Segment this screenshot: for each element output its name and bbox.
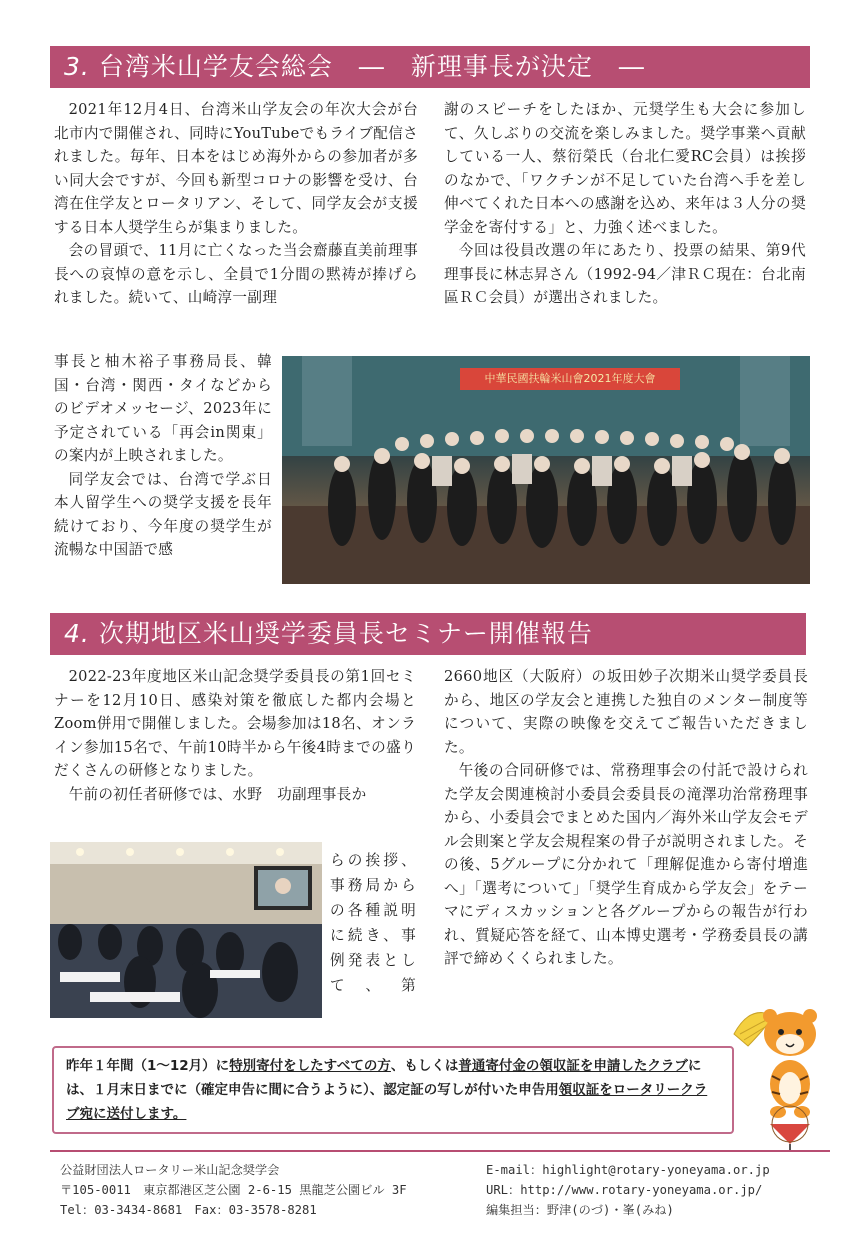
section3-right-column (444, 98, 806, 310)
s4-para-4: 午後の合同研修では、常務理事会の付託で設けられた学友会関連検討小委員会委員長の滝澤功治常務理事から、小委員会でまとめた国内／海外米山学友会モデル会則案と学友会規程案の骨子が説明されました。その後、5グループに分かれて「理解促進から寄付増進へ」「選考について」「奨学生育成から学友会」をテーマにディスカッションと各グループからの報告が行われ、質疑応答を経て、山本博史選考・学務委員長の講評で締めくくられました。 (444, 762, 808, 967)
s3-para-1: 2021年12月4日、台湾米山学友会の年次大会が台北市内で開催され、同時にYouTubeでもライブ配信されました。毎年、日本をはじめ海外からの参加者が多い同大会ですが、今回も新型コロナの影響を受け、台湾在住学友とロータリアン、そして、同学友会が支援する日本人奨学生らが集まりました。 (54, 101, 418, 236)
s3-para-5: 謝のスピーチをしたほか、元奨学生も大会に参加して、久しぶりの交流を楽しみました。奨学事業へ貢献している一人、蔡衍榮氏（台北仁愛RC会員）は挨拶のなかで、「ワクチンが不足していた台湾へ手を差し伸べてくれた日本への感謝を込め、来年は３人分の奨学金を寄付する」と、力強く述べました。 (444, 101, 806, 236)
s3-para-3: 事長と柚木裕子事務局長、韓国・台湾・関西・タイなどからのビデオメッセージ、2023年に予定されている「再会in関東」の案内が上映されました。 (54, 353, 272, 464)
footer-editor: 編集担当：野津(のづ)・峯(みね) (486, 1203, 674, 1217)
section3-left-column (54, 98, 418, 310)
notice-underline-3: 領収証をロータリークラブ宛に送付します。 (66, 1082, 708, 1122)
s4-para-3: 2660地区（大阪府）の坂田妙子次期米山奨学委員長から、地区の学友会と連携した独自のメンター制度等について、実際の映像を交えてご報告いただきました。 (444, 668, 808, 756)
donation-notice (52, 1046, 734, 1134)
footer-tel: Tel：03-3434-8681 Fax：03-3578-8281 (60, 1203, 317, 1217)
s4-para-2: 午前の初任者研修では、水野 功副理事長か (68, 785, 367, 803)
section4-side-text (330, 848, 416, 998)
group-photo (282, 356, 810, 584)
tiger-mascot (730, 994, 830, 1154)
footer-address: 〒105-0011 東京都港区芝公園 2-6-15 黒龍芝公園ビル 3F (60, 1183, 407, 1197)
s4-side-para: らの挨拶、事務局からの各種説明に続き、事例発表として、第 (330, 852, 416, 994)
footer-email: E-mail：highlight@rotary-yoneyama.or.jp (486, 1163, 770, 1177)
section3-number: 3. (64, 52, 90, 81)
banner-text: 中華民國扶輪米山會2021年度大會 (484, 372, 656, 385)
seminar-photo (50, 842, 322, 1018)
notice-underline-1: 特別寄付をしたすべての方 (229, 1058, 391, 1074)
notice-text-2: 、もしくは (390, 1058, 459, 1074)
section3-header (50, 46, 810, 88)
section4-left-column (54, 665, 416, 806)
section4-number: 4. (64, 619, 90, 648)
section4-right-column (444, 665, 808, 971)
section4-header (50, 613, 806, 655)
s3-para-6: 今回は役員改選の年にあたり、投票の結果、第9代理事長に林志昇さん（1992-94／津ＲＣ現在：台北南區ＲＣ会員）が選出されました。 (444, 242, 806, 306)
footer-url: URL：http://www.rotary-yoneyama.or.jp/ (486, 1183, 763, 1197)
banner (460, 368, 680, 390)
notice-underline-2: 普通寄付金の領収証を申請したクラブ (458, 1058, 688, 1074)
footer-divider (50, 1150, 830, 1152)
s4-para-1: 2022-23年度地区米山記念奨学委員長の第1回セミナーを12月10日、感染対策を徹底した都内会場とZoom併用で開催しました。会場参加は18名、オンライン参加15名で、午前10時半から午後4時までの盛りだくさんの研修となりました。 (54, 668, 416, 779)
group-photo-illustration (282, 356, 810, 584)
footer-org: 公益財団法人ロータリー米山記念奨学会 (60, 1163, 280, 1177)
notice-text-3: には、１月末日までに（確定申告に間に合うように）、認定証の写しが付いた申告用 (66, 1058, 702, 1098)
s3-para-2: 会の冒頭で、11月に亡くなった当会齋藤直美前理事長への哀悼の意を示し、全員で1分間の黙祷が捧げられました。続いて、山崎淳一副理 (54, 242, 418, 306)
section4-title: 次期地区米山奨学委員長セミナー開催報告 (98, 619, 593, 648)
section3-left-narrow (54, 350, 272, 562)
footer-left (60, 1160, 407, 1220)
footer-right (486, 1160, 770, 1220)
notice-text-1: 昨年１年間（1～12月）に (66, 1058, 230, 1074)
section3-title: 台湾米山学友会総会 ― 新理事長が決定 ― (98, 52, 645, 81)
tiger-icon (730, 994, 830, 1154)
s3-para-4: 同学友会では、台湾で学ぶ日本人留学生への奨学支援を長年続けており、今年度の奨学生が流暢な中国語で感 (54, 470, 272, 558)
seminar-photo-illustration (50, 842, 322, 1018)
